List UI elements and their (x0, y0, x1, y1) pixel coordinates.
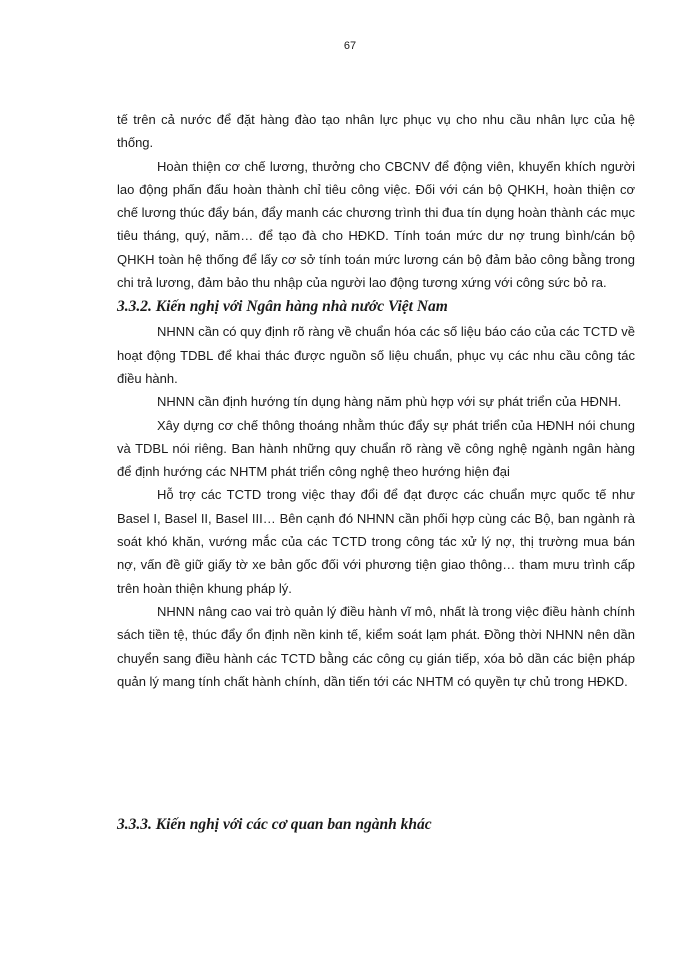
paragraph: tế trên cả nước để đặt hàng đào tạo nhân lực phục vụ cho nhu cầu nhân lực của hệ thống. (117, 112, 635, 151)
section-heading-3-3-2: 3.3.2. Kiến nghị với Ngân hàng nhà nước Việt Nam (117, 298, 448, 316)
paragraph: Hoàn thiện cơ chế lương, thưởng cho CBCNV để động viên, khuyến khích người lao động phấn đấu hoàn thành chỉ tiêu công việc. Đối với cán bộ QHKH, hoàn thiện cơ chế lương thúc đẩy bán, đẩy manh các chương trình thi đua tín dụng hoàn thành các mục tiêu tháng, quý, năm… để tạo đà cho HĐKD. Tính toán mức dư nợ trung bình/cán bộ QHKH toàn hệ thống để lấy cơ sở tính toán mức lương cán bộ đảm bảo công bằng trong chi trả lương, đảm bảo thu nhập của người lao động tương xứng với công sức bỏ ra. (117, 158, 635, 291)
body-text (117, 108, 635, 693)
section-heading-3-3-3: 3.3.3. Kiến nghị với các cơ quan ban ngành khác (117, 816, 432, 833)
page-number: 67 (343, 40, 357, 52)
paragraph: NHNN cần có quy định rõ ràng về chuẩn hóa các số liệu báo cáo của các TCTD về hoạt động TDBL để khai thác được nguồn số liệu chuẩn, phục vụ các nhu cầu công tác điều hành. (117, 324, 635, 386)
paragraph: Xây dựng cơ chế thông thoáng nhằm thúc đẩy sự phát triển của HĐNH nói chung và TDBL nói riêng. Ban hành những quy chuẩn rõ ràng về công nghệ ngành ngân hàng để định hướng các NHTM phát triển công nghệ theo hướng hiện đại (117, 417, 635, 480)
paragraph: NHNN nâng cao vai trò quản lý điều hành vĩ mô, nhất là trong việc điều hành chính sách tiền tệ, thúc đẩy ổn định nền kinh tế, kiểm soát lạm phát. Đồng thời NHNN nên dần chuyển sang điều hành các TCTD bằng các công cụ gián tiếp, xóa bỏ dần các biện pháp quản lý mang tính chất hành chính, dần tiến tới các NHTM có quyền tự chủ trong HĐKD. (117, 603, 635, 689)
paragraph: NHNN cần định hướng tín dụng hàng năm phù hợp với sự phát triển của HĐNH. (157, 394, 622, 410)
paragraph: Hỗ trợ các TCTD trong việc thay đổi để đạt được các chuẩn mực quốc tế như Basel I, Basel II, Basel III… Bên cạnh đó NHNN cần phối hợp cùng các Bộ, ban ngành rà soát khó khăn, vướng mắc của các TCTD trong công tác xử lý nợ, thị trường mua bán nợ, vấn đề giữ giấy tờ xe bản gốc đối với phương tiện giao thông… tham mưu trình cấp trên hoàn thiện khung pháp lý. (117, 487, 635, 596)
